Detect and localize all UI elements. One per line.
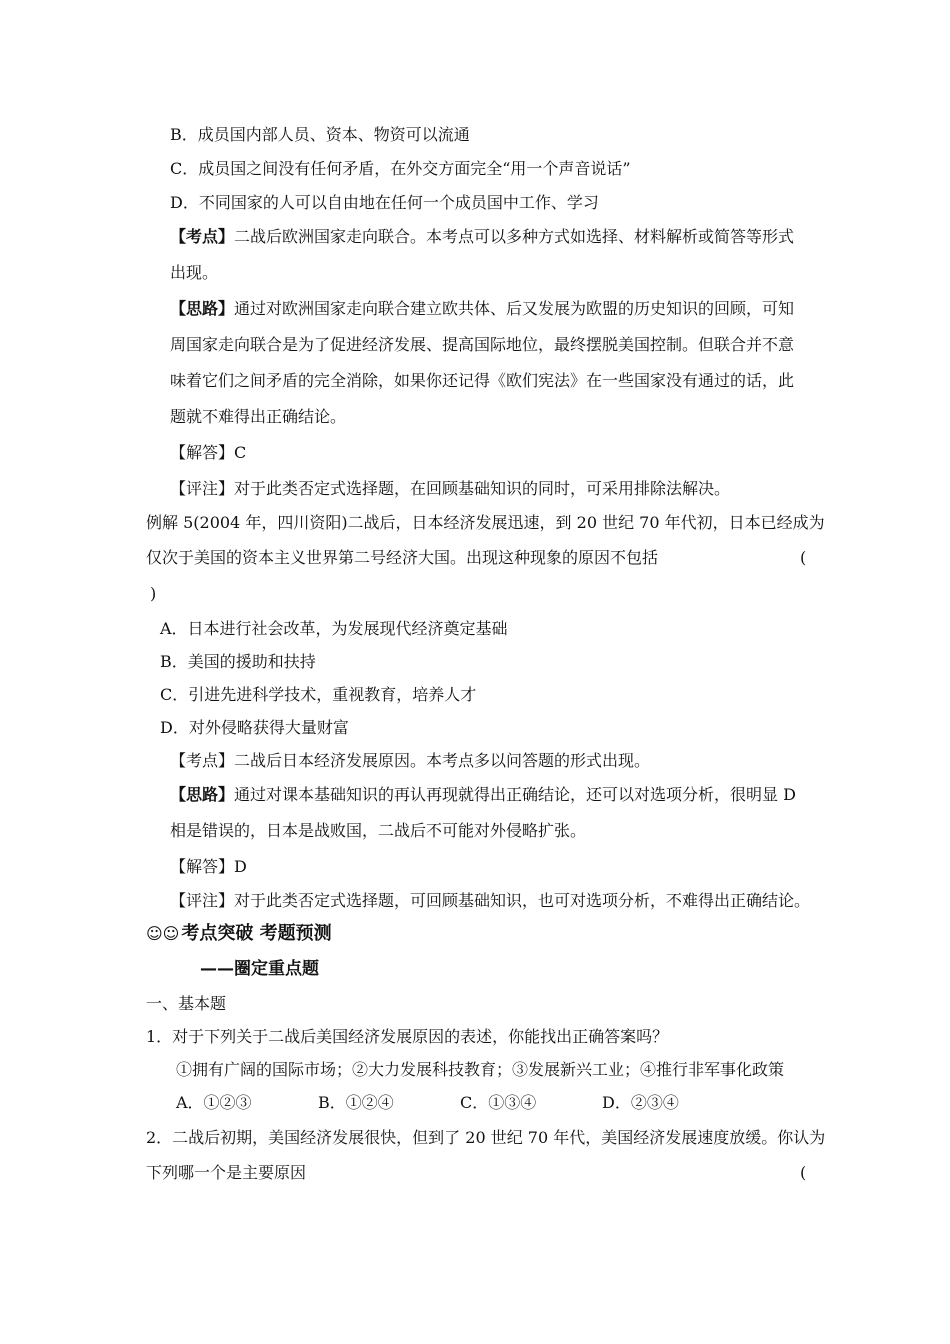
q5-option-d: D．对外侵略获得大量财富 (160, 718, 349, 737)
silu-label: 【思路】 (170, 299, 235, 318)
q5-stem-line1: 例解 5(2004 年，四川资阳)二战后，日本经济发展迅速，到 20 世纪 70 年代初，日本已经成为 (146, 513, 825, 532)
q4-silu (170, 298, 794, 320)
part-heading: 一、基本题 (146, 994, 227, 1013)
exercise1-option-c: C．①③④ (460, 1093, 537, 1112)
q5-stem-line2: 仅次于美国的资本主义世界第二号经济大国。出现这种现象的原因不包括 (146, 548, 659, 567)
q5-kaodian (170, 750, 650, 772)
q4-silu-line4: 题就不难得出正确结论。 (170, 407, 347, 426)
silu-label: 【思路】 (170, 785, 235, 804)
jieda-label: 【解答】 (170, 443, 235, 462)
kaodian-text: 二战后欧洲国家走向联合。本考点可以多种方式如选择、材料解析或简答等形式 (234, 227, 795, 246)
q4-silu-line2: 周国家走向联合是为了促进经济发展、提高国际地位，最终摆脱美国控制。但联合并不意 (170, 335, 795, 354)
q5-pingzhu (170, 890, 810, 912)
pingzhu-text: 对于此类否定式选择题，可回顾基础知识，也可对选项分析，不难得出正确结论。 (234, 891, 811, 910)
exercise1-option-d: D．②③④ (602, 1093, 679, 1112)
exercise2-paren-open: ( (800, 1163, 807, 1182)
q4-silu-line3: 味着它们之间矛盾的完全消除，如果你还记得《欧们宪法》在一些国家没有通过的话，此 (170, 371, 795, 390)
q4-kaodian (170, 226, 794, 248)
kaodian-text: 二战后日本经济发展原因。本考点多以问答题的形式出现。 (234, 751, 651, 770)
section-subtitle: ——圈定重点题 (200, 959, 319, 979)
q5-silu-line2: 相是错误的，日本是战败国，二战后不可能对外侵略扩张。 (170, 821, 587, 840)
silu-text: 通过对课本基础知识的再认再现就得出正确结论，还可以对选项分析，很明显 D (234, 785, 796, 804)
exercise1-stem: 1．对于下列关于二战后美国经济发展原因的表述，你能找出正确答案吗？ (146, 1027, 669, 1046)
kaodian-label: 【考点】 (170, 227, 235, 246)
q4-option-b: B．成员国内部人员、资本、物资可以流通 (170, 125, 470, 144)
silu-text: 通过对欧洲国家走向联合建立欧共体、后又发展为欧盟的历史知识的回顾，可知 (234, 299, 795, 318)
pingzhu-label: 【评注】 (170, 479, 235, 498)
exercise2-stem-line1: 2．二战后初期，美国经济发展很快，但到了 20 世纪 70 年代，美国经济发展速度放缓。你认为 (146, 1128, 826, 1147)
q5-option-a: A．日本进行社会改革，为发展现代经济奠定基础 (160, 619, 508, 638)
exercise1-items: ①拥有广阔的国际市场；②大力发展科技教育；③发展新兴工业；④推行非军事化政策 (176, 1060, 785, 1079)
q5-jieda (170, 856, 247, 878)
jieda-value: D (234, 857, 247, 876)
q4-jieda (170, 442, 246, 464)
exercise1-option-a: A．①②③ (176, 1093, 252, 1112)
exercise1-options (176, 1092, 744, 1114)
jieda-label: 【解答】 (170, 857, 235, 876)
q5-paren-close: ) (150, 584, 157, 603)
q4-kaodian-cont: 出现。 (170, 263, 219, 282)
q4-pingzhu (170, 478, 730, 500)
smiley-icon: ☺☺ (146, 924, 180, 943)
pingzhu-text: 对于此类否定式选择题，在回顾基础知识的同时，可采用排除法解决。 (234, 479, 731, 498)
section-title (146, 923, 332, 945)
q5-option-c: C．引进先进科学技术，重视教育，培养人才 (160, 685, 477, 704)
pingzhu-label: 【评注】 (170, 891, 235, 910)
q5-paren-open: ( (800, 548, 807, 567)
section-title-text: 考点突破 考题预测 (181, 923, 332, 944)
q4-option-c: C．成员国之间没有任何矛盾，在外交方面完全“用一个声音说话” (170, 159, 631, 178)
kaodian-label: 【考点】 (170, 751, 235, 770)
q5-silu (170, 784, 796, 806)
q4-option-d: D．不同国家的人可以自由地在任何一个成员国中工作、学习 (170, 193, 599, 212)
q5-option-b: B．美国的援助和扶持 (160, 652, 316, 671)
exercise1-option-b: B．①②④ (318, 1093, 394, 1112)
jieda-value: C (234, 443, 247, 462)
exercise2-stem-line2: 下列哪一个是主要原因 (146, 1163, 307, 1182)
